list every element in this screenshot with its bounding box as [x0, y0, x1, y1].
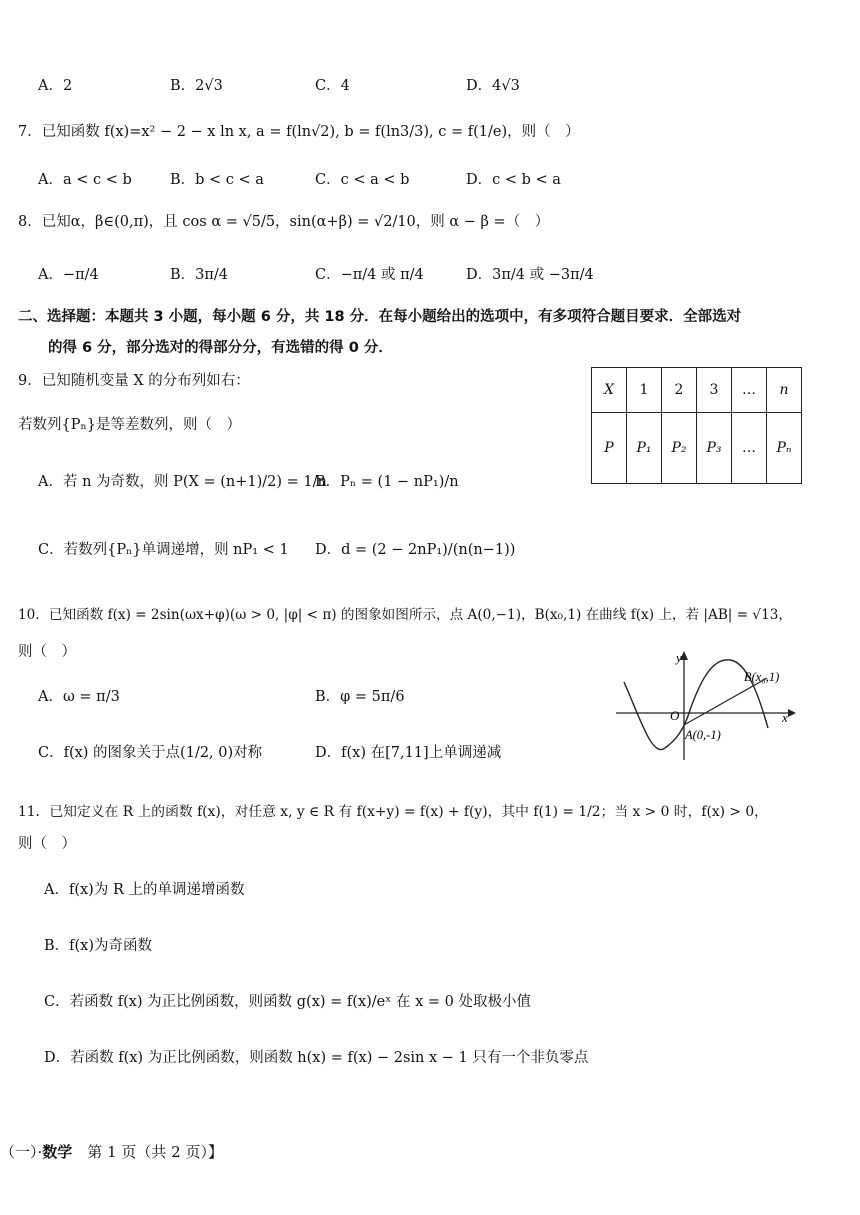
q7-stem: 7．已知函数 f(x)=x² − 2 − x ln x, a = f(ln√2), b = f(ln3/3), c = f(1/e)，则（ ） — [18, 124, 580, 140]
q11-option-d: D．若函数 f(x) 为正比例函数，则函数 h(x) = f(x) − 2sin x − 1 只有一个非负零点 — [44, 1050, 589, 1066]
y-axis-label: y — [676, 650, 682, 665]
q10-option-b: B．φ = 5π/6 — [315, 689, 405, 705]
segment-ab — [684, 678, 767, 725]
q10-stem-line2: 则（ ） — [18, 644, 76, 660]
q11-option-b: B．f(x)为奇函数 — [44, 938, 153, 954]
q10-stem-line1: 10．已知函数 f(x) = 2sin(ωx+φ)(ω > 0, |φ| < π) 的图象如图所示，点 A(0,−1)，B(x₀,1) 在曲线 f(x) 上，若 |AB| = √13， — [18, 607, 792, 623]
page-footer — [0, 1141, 223, 1162]
table-cell: … — [732, 413, 767, 484]
section-heading-line1: 二、选择题：本题共 3 小题，每小题 6 分，共 18 分．在每小题给出的选项中，有多项符合题目要求．全部选对 — [18, 309, 742, 325]
q7-option-c: C．c < a < b — [315, 172, 410, 188]
q9-option-b: B．Pₙ = (1 − nP₁)/n — [315, 474, 459, 490]
section-heading-line2: 的得 6 分，部分选对的得部分分，有选错的得 0 分． — [48, 340, 393, 356]
x-axis-arrow-icon — [788, 709, 796, 717]
q8-stem: 8．已知α，β∈(0,π)，且 cos α = √5/5，sin(α+β) = √2/10，则 α − β =（ ） — [18, 214, 550, 230]
table-cell: 3 — [697, 368, 732, 413]
q7-option-a: A．a < c < b — [38, 172, 132, 188]
q9-stem-line2: 若数列{Pₙ}是等差数列，则（ ） — [18, 417, 241, 433]
table-cell: 2 — [662, 368, 697, 413]
x-axis-label: x — [782, 710, 788, 725]
q9-option-c: C．若数列{Pₙ}单调递增，则 nP₁ < 1 — [38, 542, 289, 558]
table-cell: n — [767, 368, 802, 413]
q9-option-d: D．d = (2 − 2nP₁)/(n(n−1)) — [315, 542, 516, 558]
q10-option-a: A．ω = π/3 — [38, 689, 120, 705]
q11-stem-line2: 则（ ） — [18, 836, 76, 852]
table-cell: 1 — [627, 368, 662, 413]
q6-option-d: D．4√3 — [466, 78, 520, 94]
table-cell: P₂ — [662, 413, 697, 484]
footer-prefix: （一）· — [0, 1143, 43, 1161]
q7-option-b: B．b < c < a — [170, 172, 264, 188]
table-cell: P₁ — [627, 413, 662, 484]
q10-option-c: C．f(x) 的图象关于点(1/2, 0)对称 — [38, 745, 263, 761]
q6-option-c: C．4 — [315, 78, 350, 94]
table-cell: … — [732, 368, 767, 413]
q7-option-d: D．c < b < a — [466, 172, 561, 188]
table-cell: Pₙ — [767, 413, 802, 484]
q8-option-b: B．3π/4 — [170, 267, 229, 283]
sine-graph — [610, 648, 800, 763]
origin-label: O — [670, 708, 680, 723]
q8-option-c: C．−π/4 或 π/4 — [315, 267, 424, 283]
q11-stem-line1: 11．已知定义在 R 上的函数 f(x)，对任意 x, y ∈ R 有 f(x+y) = f(x) + f(y)，其中 f(1) = 1/2；当 x > 0 时，f(x) > 0， — [18, 804, 768, 820]
q11-option-c: C．若函数 f(x) 为正比例函数，则函数 g(x) = f(x)/eˣ 在 x = 0 处取极小值 — [44, 994, 531, 1010]
table-row — [592, 413, 802, 484]
table-cell: P₃ — [697, 413, 732, 484]
q9-stem-line1: 9．已知随机变量 X 的分布列如右： — [18, 373, 250, 389]
q11-option-a: A．f(x)为 R 上的单调递增函数 — [44, 882, 245, 898]
table-cell: P — [592, 413, 627, 484]
q6-option-b: B．2√3 — [170, 78, 223, 94]
q9-option-a: A．若 n 为奇数，则 P(X = (n+1)/2) = 1/n — [38, 474, 327, 490]
q10-option-d: D．f(x) 在[7,11]上单调递减 — [315, 745, 502, 761]
point-a-label: A(0,-1) — [685, 728, 721, 742]
footer-subject: 数学 — [42, 1143, 73, 1161]
table-row — [592, 368, 802, 413]
distribution-table — [591, 367, 802, 484]
q8-option-a: A．−π/4 — [38, 267, 99, 283]
point-b-label: B(x₀,1) — [744, 670, 780, 684]
table-cell: X — [592, 368, 627, 413]
q8-option-d: D．3π/4 或 −3π/4 — [466, 267, 594, 283]
footer-page-number: 第 1 页（共 2 页）】 — [72, 1143, 223, 1161]
q6-option-a: A．2 — [38, 78, 73, 94]
